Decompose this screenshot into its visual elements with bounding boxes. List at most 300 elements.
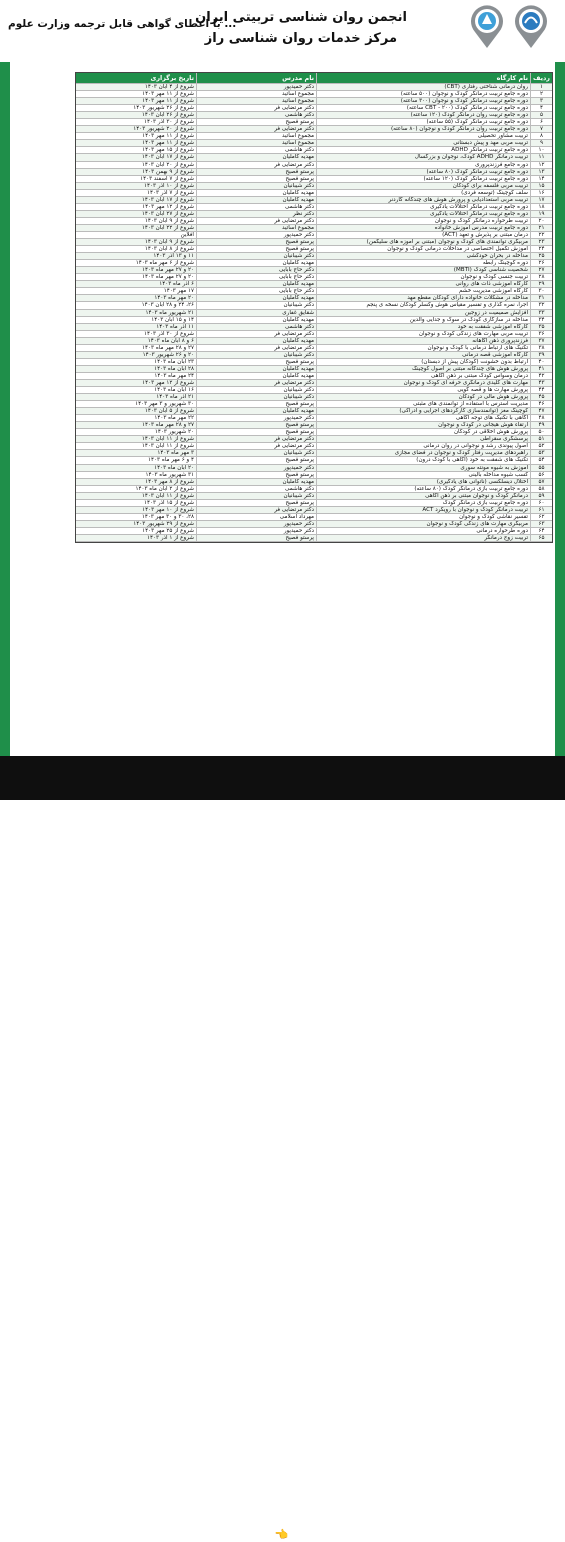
row-number: ۵ — [530, 112, 552, 118]
start-date: شروع از ۱۱ مهر ۱۴۰۳ — [142, 98, 194, 105]
table-row — [76, 366, 552, 373]
teacher-name: مهدیه کاملیان — [196, 197, 316, 203]
column-header-workshop: نام کارگاه — [316, 73, 530, 83]
teacher-name: دکتر مرتضایی فر — [196, 443, 316, 449]
teacher-name: دکتر مرتضایی فر — [196, 218, 316, 224]
table-row — [76, 472, 552, 479]
teacher-name: دکتر شیبانیان — [196, 450, 316, 456]
workshop-name: شخصیت شناسی کودک (MBTI) — [316, 267, 530, 273]
teacher-name: دکتر شیبانیان — [196, 302, 316, 308]
teacher-name: مجموع اساتید — [196, 98, 316, 104]
row-number: ۴۳ — [530, 380, 552, 386]
row-number: ۳۲ — [530, 302, 552, 308]
table-row — [76, 274, 552, 281]
table-row — [76, 232, 552, 239]
workshop-name: دوره جامع تربیت روان درمانگر کودک و نوجوان (۸۰ ساعته) — [316, 126, 530, 132]
teacher-name: دکتر هاشمی — [196, 486, 316, 492]
teacher-name: دکتر مرتضایی فر — [196, 345, 316, 351]
teacher-name: مهدیه کاملیان — [196, 295, 316, 301]
teacher-name: مهدیه کاملیان — [196, 281, 316, 287]
teacher-name: دکتر حمیدپور — [196, 232, 316, 238]
start-date: شروع از ۶ مهر ماه ۱۴۰۳ — [135, 260, 194, 267]
table-row — [76, 267, 552, 274]
start-date: ۲۰ شهریور ۱۴۰۳ — [154, 429, 194, 436]
table-row — [76, 429, 552, 436]
table-row — [76, 507, 552, 514]
teacher-name: دکتر شیبانیان — [196, 394, 316, 400]
workshop-name: مداخله در بحران خودکشی — [316, 253, 530, 259]
workshop-name: تربیت زوج درمانگر — [316, 535, 530, 541]
teacher-name: دکتر حاج بابایی — [196, 288, 316, 294]
table-row — [76, 457, 552, 464]
row-number: ۴۸ — [530, 415, 552, 421]
table-row — [76, 500, 552, 507]
start-date: شروع از ۲۵ مهر ۱۴۰۳ — [142, 527, 194, 534]
footer-registration-text — [275, 1528, 543, 1541]
teacher-name: دکتر شیبانیان — [196, 352, 316, 358]
row-number: ۲۳ — [530, 239, 552, 245]
table-row — [76, 239, 552, 246]
phone-number[interactable]: ۰۹۹۱۰۷۰۳۸۲۳ — [74, 1518, 209, 1542]
workshop-name: پرورش هوش مالی در کودکان — [316, 394, 530, 400]
workshop-name: تکنیک های ارتباط درمانی با کودک و نوجوان — [316, 345, 530, 351]
center-title: مرکز خدمات روان شناسی راز — [204, 31, 397, 46]
workshop-name: روان درمانی شناختی رفتاری (CBT) — [316, 84, 530, 90]
table-row — [76, 112, 552, 119]
row-number: ۴۱ — [530, 366, 552, 372]
workshop-name: مداخله در سازگاری کودک در سوگ و جدایی والدین — [316, 317, 530, 323]
start-date: شروع از ۱۰ مهر ۱۴۰۳ — [142, 506, 194, 513]
table-row — [76, 479, 552, 486]
table-row — [76, 225, 552, 232]
workshop-name: ارتقاء هوش هیجانی در کودک و نوجوان — [316, 422, 530, 428]
table-row — [76, 521, 552, 528]
workshop-name: تربیت مربی فلسفه برای کودکان — [316, 183, 530, 189]
row-number: ۳۵ — [530, 324, 552, 330]
table-row — [76, 338, 552, 345]
start-date: شروع از ۱۵ مهر ۱۴۰۳ — [142, 147, 194, 154]
table-row — [76, 415, 552, 422]
start-date: شروع از ۱ آذر ۱۴۰۳ — [147, 535, 194, 541]
table-row — [76, 140, 552, 147]
start-date: شروع از ۲۲ آبان ۱۴۰۳ — [141, 224, 194, 231]
start-date: ۱۱ آذر ماه ۱۴۰۳ — [156, 323, 194, 330]
row-number: ۵۴ — [530, 457, 552, 463]
table-row — [76, 253, 552, 260]
start-date: ۴ و ۶ مهر ماه ۱۴۰۳ — [148, 457, 194, 464]
teacher-name: مجموع اساتید — [196, 133, 316, 139]
teacher-name: پرستو فصیح — [196, 239, 316, 245]
start-date: شروع از ۳۰ آذر ۱۴۰۳ — [144, 119, 194, 126]
row-number: ۲۹ — [530, 281, 552, 287]
start-date: شروع از ۱۲ مهر ۱۴۰۳ — [142, 379, 194, 386]
table-row — [76, 126, 552, 133]
table-row — [76, 183, 552, 190]
table-row — [76, 218, 552, 225]
table-row — [76, 387, 552, 394]
start-date: شروع از ۸ آبان ۱۴۰۳ — [144, 246, 194, 253]
table-row — [76, 162, 552, 169]
workshop-name: کارگاه آموزشی قصه درمانی — [316, 352, 530, 358]
association-logo-icon — [511, 4, 551, 50]
workshop-name: تفسیر نقاشی کودک و نوجوان — [316, 514, 530, 520]
start-date: ۲۸ آبان ماه ۱۴۰۳ — [154, 365, 194, 372]
row-number: ۱۱ — [530, 154, 552, 160]
teacher-name: پرستو فصیح — [196, 500, 316, 506]
workshop-name: دوره جامع فرزندپروری — [316, 162, 530, 168]
start-date: ۲۲ مهر ماه ۱۴۰۳ — [154, 415, 194, 422]
start-date: شروع از ۱۱ مهر ۱۴۰۳ — [142, 140, 194, 147]
start-date: ۳۰ شهریور و ۳ مهر ۱۴۰۳ — [135, 401, 194, 408]
start-date: ۲۷ و ۲۸ مهر ماه ۱۴۰۳ — [142, 422, 194, 429]
start-date: شروع از ۱۱ آبان ۱۴۰۳ — [141, 492, 194, 499]
teacher-name: دکتر مرتضایی فر — [196, 507, 316, 513]
workshop-name: اجرا، نمره گذاری و تفسیر مقیاس هوش وکسلر کودکان نسخه ی پنجم — [316, 302, 530, 308]
teacher-name: پرستو فصیح — [196, 422, 316, 428]
teacher-name: دکتر هاشمی — [196, 147, 316, 153]
row-number: ۳ — [530, 98, 552, 104]
workshop-name: تربیت درمانگر کودک و نوجوان با رویکرد ACT — [316, 507, 530, 513]
start-date: ۲۳ آبان ماه ۱۴۰۳ — [154, 358, 194, 365]
table-row — [76, 373, 552, 380]
workshop-name: تربیت مشاور تحصیلی — [316, 133, 530, 139]
workshop-name: سلف کوچینگ (توسعه فردی) — [316, 190, 530, 196]
column-header-teacher: نام مدرس — [196, 73, 316, 83]
workshop-name: کوچینگ مغز (توانمندسازی کارکردهای اجرایی و ادراکی) — [316, 408, 530, 414]
column-header-date: تاریخ برگزاری — [150, 74, 194, 82]
workshop-name: دوره جامع تربیت درمانگر کودک (۵۵ ساعته) — [316, 119, 530, 125]
teacher-name: پرستو فصیح — [196, 401, 316, 407]
row-number: ۸ — [530, 133, 552, 139]
table-header-row — [76, 73, 552, 84]
start-date: شروع از ۲۷ آبان ۱۴۰۳ — [141, 210, 194, 217]
start-date: شروع از ۲۶ شهریور ۱۴۰۳ — [133, 105, 194, 112]
row-number: ۱۷ — [530, 197, 552, 203]
left-border-stripe — [0, 0, 10, 800]
workshop-name: دوره جامع تربیت درمانگر اختلالات یادگیری — [316, 204, 530, 210]
workshop-name: دوره جامع تربیت درمانگر کودک (CBT - ۲۰۰ ساعته) — [316, 105, 530, 111]
row-number: ۴۰ — [530, 359, 552, 365]
start-date: شروع از ۷ آذر ۱۴۰۳ — [147, 189, 194, 196]
workshop-name: تربیت مربی مهد و پیش دبستانی — [316, 140, 530, 146]
start-date: شروع از ۹ آبان ۱۴۰۳ — [144, 217, 194, 224]
table-row — [76, 359, 552, 366]
teacher-name: مهرداد اسلامی — [196, 514, 316, 520]
teacher-name: مهدیه کاملیان — [196, 317, 316, 323]
row-number: ۳۰ — [530, 288, 552, 294]
teacher-name: پرستو فصیح — [196, 472, 316, 478]
workshop-name: دوره جامع تربیت بازی درمانگر کودک — [316, 500, 530, 506]
workshop-name: دوره جامع تربیت درمانگر کودک (۱۲۰ ساعته) — [316, 176, 530, 182]
workshop-name: تربیت مربی استعدادیابی و پرورش هوش های چندگانه گاردنر — [316, 197, 530, 203]
workshop-name: دوره طرحواره درمانی — [316, 528, 530, 534]
workshop-name: آگاهی با تکنیک های توجه آگاهی — [316, 415, 530, 421]
teacher-name: مجموع اساتید — [196, 225, 316, 231]
table-row — [76, 197, 552, 204]
workshop-name: کارگاه آموزشی ذات های روانی — [316, 281, 530, 287]
start-date: شروع از ۷ اسفند ۱۴۰۳ — [140, 175, 194, 182]
teacher-name: مجموع اساتید — [196, 140, 316, 146]
start-date: شروع از ۱۰ آذر ۱۴۰۳ — [144, 182, 194, 189]
table-row — [76, 352, 552, 359]
row-number: ۵۵ — [530, 465, 552, 471]
row-number: ۴ — [530, 105, 552, 111]
row-number: ۴۶ — [530, 401, 552, 407]
workshop-name: کسب شیوه مداخله بالینی — [316, 472, 530, 478]
workshop-name: پرورش هوش های چندگانه مبتنی بر اصول کوچینگ — [316, 366, 530, 372]
start-date: ۳ مهر ماه ۱۴۰۳ — [157, 450, 194, 457]
start-date: ۲۶، ۲۴ و ۲۸ آبان ۱۴۰۳ — [141, 302, 194, 309]
row-number: ۱۶ — [530, 190, 552, 196]
row-number: ۶۳ — [530, 521, 552, 527]
start-date: ۱۴ و ۱۵ آبان ۱۴۰۳ — [151, 316, 194, 323]
teacher-name: مجموع اساتید — [196, 91, 316, 97]
workshop-name: دوره جامع تربیت درمانگر کودک (۸۰ ساعته) — [316, 169, 530, 175]
row-number: ۵۳ — [530, 450, 552, 456]
teacher-name: دکتر حمیدپور — [196, 415, 316, 421]
teacher-name: مهدیه کاملیان — [196, 408, 316, 414]
table-row — [76, 514, 552, 521]
workshop-name: آموزش به شیوه مونته سوری — [316, 465, 530, 471]
start-date: ۲۷ و ۲۸ مهر ماه ۱۴۰۳ — [142, 344, 194, 351]
start-date: ۲۰ و ۲۶ شهریور ۱۴۰۳ — [142, 351, 194, 358]
start-date: شروع از ۱۷ آبان ۱۴۰۳ — [141, 154, 194, 161]
table-row — [76, 465, 552, 472]
teacher-name: مهدیه کاملیان — [196, 338, 316, 344]
table-row — [76, 443, 552, 450]
workshop-name: تربیت درمانگر ADHD کودک، نوجوان و بزرگسال — [316, 154, 530, 160]
workshop-name: دوره جامع تربیت درمانگر اختلالات یادگیری — [316, 211, 530, 217]
workshop-name: دوره جامع تربیت بازی درمانگر کودک (۸۰ ساعته) — [316, 486, 530, 492]
start-date: ۶ آذر ماه ۱۴۰۳ — [159, 281, 194, 288]
start-date: شروع از ۱۱ مهر ۱۴۰۳ — [142, 91, 194, 98]
table-row — [76, 422, 552, 429]
teacher-name: دکتر هاشمی — [196, 204, 316, 210]
workshop-name: مربیگری مهارت های زندگی کودک و نوجوان — [316, 521, 530, 527]
teacher-name: دکتر مرتضایی فر — [196, 126, 316, 132]
start-date: شروع از ۱۱ آبان ۱۴۰۳ — [141, 443, 194, 450]
row-number: ۳۴ — [530, 317, 552, 323]
right-border-stripe — [555, 0, 565, 800]
teacher-name: دکتر نظر — [196, 211, 316, 217]
raz-center-logo-icon — [467, 4, 507, 50]
start-date: شروع از ۳۰ آذر ۱۴۰۳ — [144, 330, 194, 337]
teacher-name: دکتر شیبانیان — [196, 493, 316, 499]
association-title: انجمن روان شناسی تربیتی ایران — [195, 10, 407, 25]
workshop-name: تربیت طرحواره درمانگر کودک و نوجوان — [316, 218, 530, 224]
table-row — [76, 211, 552, 218]
row-number: ۵۲ — [530, 443, 552, 449]
table-row — [76, 302, 552, 309]
row-number: ۴۴ — [530, 387, 552, 393]
workshop-name: ارتباط بدون خشونت (کودکان پیش از دبستان) — [316, 359, 530, 365]
start-date: شروع از ۱۱ آبان ۱۴۰۳ — [141, 436, 194, 443]
table-row — [76, 147, 552, 154]
table-row — [76, 281, 552, 288]
row-number: ۳۸ — [530, 345, 552, 351]
row-number: ۶۵ — [530, 535, 552, 541]
row-number: ۵۷ — [530, 479, 552, 485]
row-number: ۱۰ — [530, 147, 552, 153]
start-date: شروع از ۹ بهمن ۱۴۰۳ — [142, 168, 194, 175]
row-number: ۳۶ — [530, 331, 552, 337]
workshop-name: پرورش مهارت ها و قصه گویی — [316, 387, 530, 393]
row-number: ۱۵ — [530, 183, 552, 189]
table-row — [76, 317, 552, 324]
teacher-name: پرستو فصیح — [196, 246, 316, 252]
start-date: ۲۱ شهریور ماه ۱۴۰۳ — [145, 309, 194, 316]
start-date: شروع از ۲۰ شهریور ۱۴۰۳ — [133, 126, 194, 133]
table-row — [76, 154, 552, 161]
start-date: ۳۱ شهریور ماه ۱۴۰۳ — [145, 471, 194, 478]
teacher-name: دکتر حمیدپور — [196, 528, 316, 534]
start-date: آفلاین — [180, 231, 194, 238]
table-row — [76, 493, 552, 500]
table-row — [76, 380, 552, 387]
workshop-name: مداخله در مشکلات خانواده دارای کودکان مقطع مهد — [316, 295, 530, 301]
row-number: ۵۶ — [530, 472, 552, 478]
teacher-name: دکتر مرتضایی فر — [196, 162, 316, 168]
table-row — [76, 246, 552, 253]
row-number: ۲۴ — [530, 246, 552, 252]
start-date: شروع از ۲۰ آبان ۱۴۰۳ — [141, 161, 194, 168]
row-number: ۶۱ — [530, 507, 552, 513]
row-number: ۱۲ — [530, 162, 552, 168]
teacher-name: دکتر هاشمی — [196, 324, 316, 330]
table-row — [76, 190, 552, 197]
table-row — [76, 295, 552, 302]
row-number: ۱ — [530, 84, 552, 90]
row-number: ۴۵ — [530, 394, 552, 400]
start-date: شروع از ۲۹ شهریور ۱۴۰۳ — [133, 520, 194, 527]
workshop-name: اصول پیوندی رشد و نوجوانی در روان درمانی — [316, 443, 530, 449]
table-row — [76, 169, 552, 176]
workshop-name: درمان وسواس کودک مبتنی بر ذهن آگاهی — [316, 373, 530, 379]
row-number: ۲۲ — [530, 232, 552, 238]
teacher-name: دکتر حاج بابایی — [196, 274, 316, 280]
start-date: ۲۰ مهر ماه ۱۴۰۳ — [154, 295, 194, 302]
workshop-name: تربیت مربی مهارت های زندگی کودک و نوجوان — [316, 331, 530, 337]
row-number: ۲۷ — [530, 267, 552, 273]
row-number: ۲۱ — [530, 225, 552, 231]
start-date: شروع از ۱۷ آبان ۱۴۰۳ — [141, 196, 194, 203]
teacher-name: دکتر مرتضایی فر — [196, 331, 316, 337]
table-row — [76, 331, 552, 338]
row-number: ۴۹ — [530, 422, 552, 428]
row-number: ۱۹ — [530, 211, 552, 217]
teacher-name: دکتر هاشمی — [196, 112, 316, 118]
teacher-name: دکتر مرتضایی فر — [196, 380, 316, 386]
workshop-name: درمان مبتنی بر پذیرش و تعهد (ACT) — [316, 232, 530, 238]
table-row — [76, 98, 552, 105]
start-date: ۶ و ۸ آبان ماه ۱۴۰۳ — [147, 337, 194, 344]
row-number: ۵۰ — [530, 429, 552, 435]
workshop-name: تربیت جنسی کودک و نوجوان — [316, 274, 530, 280]
footer-text: ثبت نام و اطلاعات تکمیلی فقط و فقط از طریق — [291, 1529, 543, 1541]
table-row — [76, 288, 552, 295]
teacher-name: دکتر حمیدپور — [196, 465, 316, 471]
table-row — [76, 260, 552, 267]
table-row — [76, 436, 552, 443]
workshop-name: درمانگر کودک و نوجوان مبتنی بر ذهن آگاهی — [316, 493, 530, 499]
row-number: ۳۳ — [530, 310, 552, 316]
teacher-name: دکتر شیبانیان — [196, 253, 316, 259]
workshop-name: اختلال دیسلکسی (ناتوانی های یادگیری) — [316, 479, 530, 485]
row-number: ۴۲ — [530, 373, 552, 379]
teacher-name: پرستو فصیح — [196, 176, 316, 182]
workshop-name: دوره جامع تربیت درمانگر ADHD — [316, 147, 530, 153]
table-row — [76, 91, 552, 98]
header — [0, 0, 565, 62]
workshop-name: کارگاه آموزشی مدیریت خشم — [316, 288, 530, 294]
row-number: ۲۸ — [530, 274, 552, 280]
start-date: ۱۱ و ۱۳ آذر ۱۴۰۳ — [153, 253, 194, 260]
teacher-name: دکتر شیبانیان — [196, 183, 316, 189]
row-number: ۲۶ — [530, 260, 552, 266]
teacher-name: دکتر حاج بابایی — [196, 267, 316, 273]
table-row — [76, 408, 552, 415]
workshop-name: پرسشگری سقراطی — [316, 436, 530, 442]
teacher-name: پرستو فصیح — [196, 457, 316, 463]
table-row — [76, 119, 552, 126]
workshop-table — [75, 72, 553, 543]
teacher-name: مهدیه کاملیان — [196, 260, 316, 266]
workshop-name: پرورش هوش اخلاقی در کودکان — [316, 429, 530, 435]
workshop-name: دوره جامع تربیت روان درمانگر کودک (۱۲۰ ساعته) — [316, 112, 530, 118]
start-date: شروع از ۹ آبان ۱۴۰۳ — [144, 239, 194, 246]
workshop-name: دوره جامع تربیت درمانگر کودک و نوجوان (۵۰۰ ساعته) — [316, 91, 530, 97]
row-number: ۱۳ — [530, 169, 552, 175]
table-row — [76, 84, 552, 91]
table-row — [76, 450, 552, 457]
teacher-name: دکتر شیبانیان — [196, 387, 316, 393]
workshop-name: فرزندپروری ذهن آگاهانه — [316, 338, 530, 344]
start-date: ۱۶ آبان ماه ۱۴۰۳ — [154, 387, 194, 394]
row-number: ۴۷ — [530, 408, 552, 414]
teacher-name: مهدیه کاملیان — [196, 366, 316, 372]
table-row — [76, 133, 552, 140]
workshop-name: دوره جامع تربیت مدرس آموزش خانواده — [316, 225, 530, 231]
start-date: ۲۴ مهر ماه ۱۴۰۳ — [154, 372, 194, 379]
workshop-name: دوره کوچینگ رابطه — [316, 260, 530, 266]
row-number: ۵۹ — [530, 493, 552, 499]
certificate-tagline: ... با اعطای گواهی قابل ترجمه وزارت علوم — [8, 18, 237, 30]
row-number: ۶۲ — [530, 514, 552, 520]
row-number: ۶ — [530, 119, 552, 125]
workshop-name: راهبردهای مدیریت رفتار کودک و نوجوان در فضای مجازی — [316, 450, 530, 456]
start-date: شروع از ۸ مهر ۱۴۰۳ — [145, 478, 194, 485]
row-number: ۱۸ — [530, 204, 552, 210]
workshop-name: مربیگری توانمندی های کودک و نوجوان (مبتنی بر آموزه های سلیگمن) — [316, 239, 530, 245]
table-row — [76, 401, 552, 408]
table-row — [76, 528, 552, 535]
row-number: ۶۰ — [530, 500, 552, 506]
column-header-number: ردیف — [530, 73, 552, 83]
table-row — [76, 345, 552, 352]
workshop-name: مهارت های کلیدی درمانگری حرفه ای کودک و نوجوان — [316, 380, 530, 386]
start-date: شروع از ۴ آبان ۱۴۰۳ — [144, 84, 194, 90]
workshop-name: آموزش تکمیل اختصاصی در مداخلات درمانی کودک و نوجوان — [316, 246, 530, 252]
table-row — [76, 310, 552, 317]
row-number: ۶۴ — [530, 528, 552, 534]
start-date: شروع از ۱۲ مهر ۱۴۰۳ — [142, 203, 194, 210]
start-date: شروع از ۵ آبان ۱۴۰۳ — [144, 408, 194, 415]
start-date: شروع از ۱۵ آذر ۱۴۰۳ — [144, 499, 194, 506]
teacher-name: مهدیه کاملیان — [196, 154, 316, 160]
start-date: شروع از ۱۱ مهر ۱۴۰۳ — [142, 133, 194, 140]
row-number: ۹ — [530, 140, 552, 146]
row-number: ۳۷ — [530, 338, 552, 344]
